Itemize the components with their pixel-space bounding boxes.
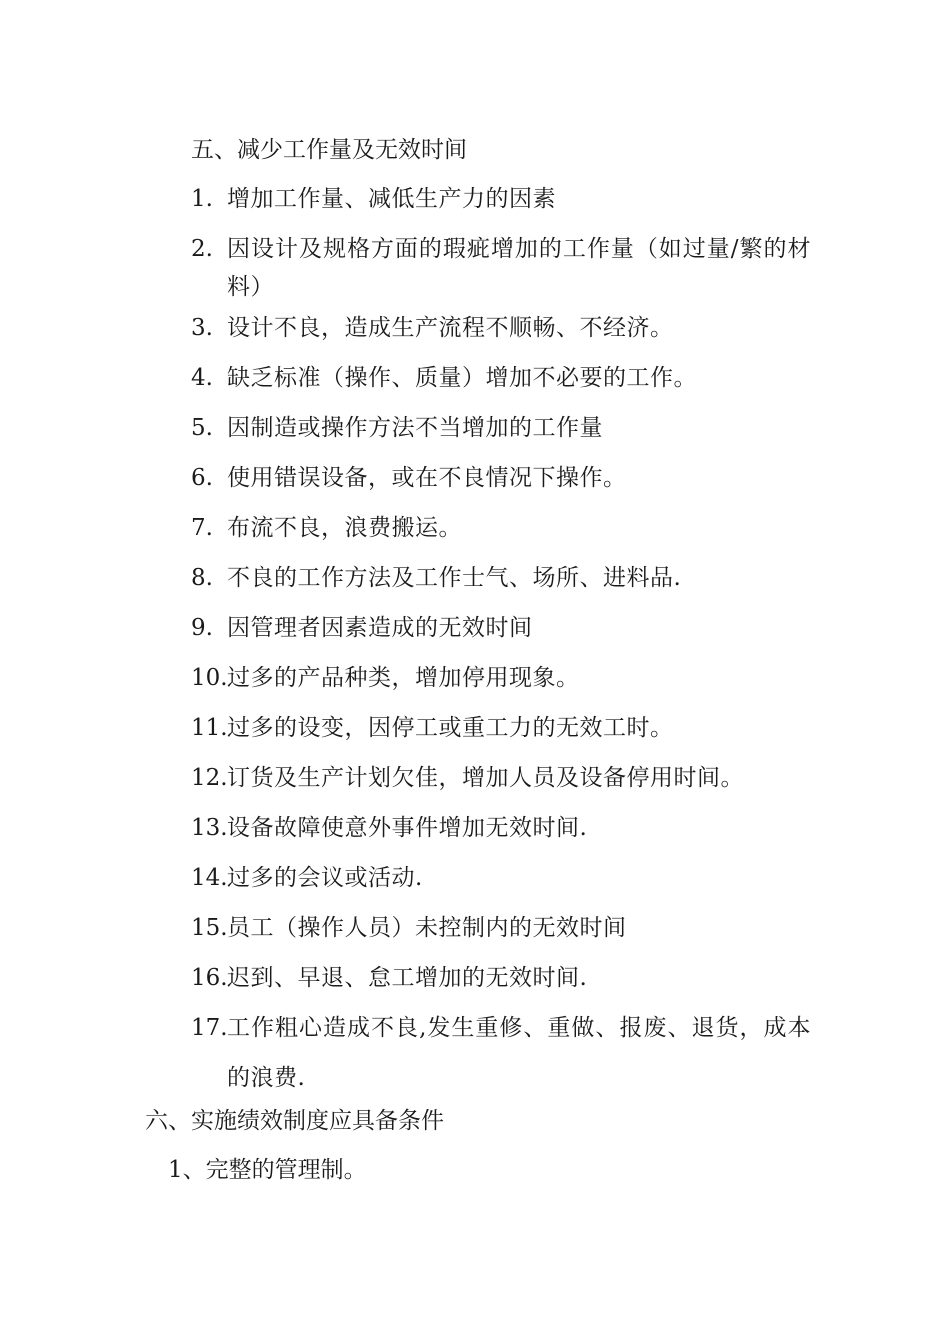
list-item-text: 缺乏标准（操作、质量）增加不必要的工作。 [227, 365, 697, 391]
list-item-number: 17. [191, 1015, 228, 1041]
list-item-number: 2. [191, 236, 213, 262]
list-item [191, 763, 811, 793]
list-item [191, 563, 811, 593]
list-item-number: 11. [191, 715, 228, 741]
list-item [191, 234, 811, 306]
list-item-number: 15. [191, 915, 228, 941]
list-item-number: 7. [191, 515, 213, 541]
list-item [191, 913, 811, 943]
list-item-text: 员工（操作人员）未控制内的无效时间 [227, 915, 627, 941]
list-item [191, 663, 811, 693]
list-item-text: 不良的工作方法及工作士气、场所、进料品. [227, 565, 682, 591]
list-item [191, 863, 811, 893]
list-item-number: 16. [191, 965, 228, 991]
section-6-title: 六、实施绩效制度应具备条件 [145, 1108, 444, 1134]
list-item [191, 1013, 811, 1103]
list-item [191, 413, 811, 443]
list-item-number: 4. [191, 365, 213, 391]
list-item-text: 布流不良，浪费搬运。 [227, 515, 462, 541]
section-6-item: 1、完整的管理制。 [168, 1157, 367, 1183]
list-item-text: 过多的产品种类，增加停用现象。 [227, 665, 580, 691]
list-item-number: 13. [191, 815, 228, 841]
list-item-text: 因管理者因素造成的无效时间 [227, 615, 533, 641]
section-5-list [191, 184, 811, 1123]
list-item-number: 6. [191, 465, 213, 491]
list-item-text: 过多的会议或活动. [227, 865, 423, 891]
list-item-text: 设计不良，造成生产流程不顺畅、不经济。 [227, 315, 674, 341]
section-5-title: 五、减少工作量及无效时间 [191, 137, 467, 163]
list-item [191, 713, 811, 743]
list-item [191, 513, 811, 543]
list-item-number: 10. [191, 665, 228, 691]
list-item-text: 工作粗心造成不良,发生重修、重做、报废、退货，成本的浪费. [227, 1015, 811, 1091]
list-item-text: 过多的设变，因停工或重工力的无效工时。 [227, 715, 674, 741]
list-item [191, 813, 811, 843]
list-item-text: 因设计及规格方面的瑕疵增加的工作量（如过量/繁的材料） [227, 236, 811, 300]
list-item-number: 1. [191, 186, 213, 212]
list-item-text: 设备故障使意外事件增加无效时间. [227, 815, 588, 841]
list-item [191, 363, 811, 393]
list-item [191, 613, 811, 643]
list-item-number: 14. [191, 865, 228, 891]
list-item-text: 使用错误设备，或在不良情况下操作。 [227, 465, 627, 491]
list-item [191, 963, 811, 993]
list-item-text: 因制造或操作方法不当增加的工作量 [227, 415, 603, 441]
list-item-number: 3. [191, 315, 213, 341]
list-item-text: 增加工作量、减低生产力的因素 [227, 186, 556, 212]
list-item-number: 5. [191, 415, 213, 441]
list-item-text: 迟到、早退、怠工增加的无效时间. [227, 965, 588, 991]
list-item-number: 9. [191, 615, 213, 641]
list-item [191, 313, 811, 343]
list-item [191, 184, 811, 214]
list-item-text: 订货及生产计划欠佳，增加人员及设备停用时间。 [227, 765, 744, 791]
list-item-number: 8. [191, 565, 213, 591]
list-item [191, 463, 811, 493]
list-item-number: 12. [191, 765, 228, 791]
